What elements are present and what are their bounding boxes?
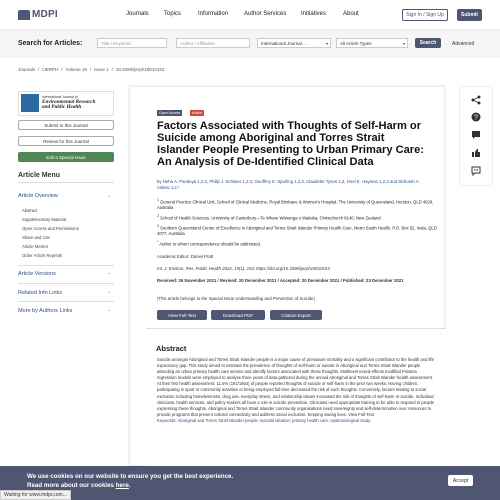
chevron-down-icon: ▾	[402, 40, 405, 46]
affiliation-3: $^3$ Southern Queensland Centre of Excellence in Aboriginal and Torres Strait Islander Primary Health Care, Metro South Health, P.O. Box 52, Inala, QLD 4077, Australia	[157, 224, 437, 237]
article-type-badge: Article	[192, 111, 202, 115]
view-full-text-button[interactable]: View Full-Text	[157, 310, 207, 320]
top-navbar	[0, 0, 500, 30]
share-icon[interactable]	[470, 94, 482, 106]
breadcrumb-issue[interactable]: Issue 1	[94, 67, 109, 72]
search-label: Search for Articles:	[18, 40, 83, 47]
citation-export-button[interactable]: Citation Export	[270, 310, 322, 320]
chevron-down-icon: ▾	[325, 40, 328, 46]
breadcrumb-separator: /	[38, 67, 40, 72]
nav-about[interactable]: About	[343, 11, 359, 17]
breadcrumb-separator: /	[111, 67, 113, 72]
author-affiliation-input[interactable]: Author / Affiliation	[176, 38, 250, 48]
signin-button[interactable]: Sign In / Sign Up	[402, 9, 448, 21]
article-menu-heading: Article Menu	[18, 172, 61, 179]
nav-initiatives[interactable]: Initiatives	[301, 11, 327, 17]
thumbs-up-icon[interactable]	[470, 147, 482, 159]
article-versions-toggle[interactable]: Article Versions	[18, 271, 56, 277]
affiliation-2: $^2$ School of Health Sciences, University of Canterbury—Te Whare Wānanga o Waitaha, Christchurch 8140, New Zealand	[157, 214, 381, 221]
chevron-down-icon[interactable]: ⌄	[107, 270, 112, 276]
open-access-badge: Open Access	[159, 111, 181, 115]
nav-topics[interactable]: Topics	[164, 11, 182, 17]
breadcrumb-journals[interactable]: Journals	[18, 67, 36, 72]
divider	[18, 283, 114, 284]
submit-button[interactable]: Submit	[457, 9, 482, 21]
publication-dates: Received: 26 November 2021 / Revised: 20 December 2021 / Accepted: 20 December 2021 / Published: 23 December 2021	[157, 278, 404, 283]
keywords: Keywords: Aboriginal and Torres Strait Islander people; suicidal ideation; primary health care; epidemiological study	[157, 417, 371, 423]
breadcrumb-separator: /	[89, 67, 92, 72]
nav-information[interactable]: Information	[198, 11, 229, 17]
mdpi-logo-icon	[18, 10, 30, 20]
help-icon[interactable]	[470, 111, 482, 123]
chevron-down-icon[interactable]: ⌄	[107, 289, 112, 295]
menu-item-share-cite[interactable]: Share and Cite	[22, 235, 50, 240]
menu-item-supplementary[interactable]: Supplementary Material	[22, 217, 67, 222]
advanced-search-link[interactable]: Advanced	[452, 41, 475, 47]
breadcrumb-ijerph[interactable]: IJERPH	[42, 67, 59, 72]
special-issue-note[interactable]: (This article belongs to the Special Issue Understanding and Prevention of Suicide)	[157, 296, 315, 301]
breadcrumb-doi: 10.3390/ijerph19010153	[115, 67, 165, 72]
edit-special-issue-button[interactable]: Edit a Special Issue	[18, 152, 114, 162]
mdpi-logo[interactable]: MDPI	[18, 9, 58, 20]
article-overview-toggle[interactable]: Article Overview	[18, 193, 58, 199]
comment-icon[interactable]	[470, 129, 482, 141]
chevron-down-icon[interactable]: ⌄	[107, 193, 112, 199]
svg-text:?: ?	[474, 114, 478, 122]
divider	[18, 301, 114, 302]
nav-journals[interactable]: Journals	[126, 11, 149, 17]
chevron-down-icon[interactable]: ⌄	[107, 307, 112, 313]
divider	[18, 182, 114, 183]
divider	[18, 265, 114, 266]
abstract-heading: Abstract	[156, 344, 187, 353]
cookie-read-more: Read more about our cookies here.	[27, 482, 131, 489]
browser-status-bar: Waiting for www.mdpi.com...	[0, 490, 71, 500]
menu-item-reprints[interactable]: Order Article Reprints	[22, 253, 63, 258]
chat-icon[interactable]	[470, 165, 482, 177]
cookie-here-link[interactable]: here	[115, 482, 129, 489]
journal-logo-icon	[21, 94, 39, 112]
title-keyword-input[interactable]: Title / Keyword	[97, 38, 167, 48]
article-title: Factors Associated with Thoughts of Self-Harm or Suicide among Aboriginal and Torres Strait Islander People Presenting to Urban Primary Care: An Analysis of De-Identified Clinical Data	[157, 120, 424, 168]
cookie-message: We use cookies on our website to ensure you get the best experience.	[27, 473, 234, 480]
related-info-toggle[interactable]: Related Info Links	[18, 290, 63, 296]
journal-name-line1: International Journal of	[42, 95, 78, 99]
author-list[interactable]: by Neha A. Pandeya 1,2,3, Philip J. Schluter 1,2,3, Geoffrey K. Spurling 1,2,3, Claudette Tyson 1,3, Noel E. Hayman 1,2,3 and Deborah A. Askew 1,2,*	[157, 179, 420, 190]
breadcrumb	[18, 67, 164, 72]
download-pdf-button[interactable]: Download PDF	[211, 310, 265, 320]
journal-name: Environmental Research and Public Health	[42, 99, 96, 110]
accept-cookies-button[interactable]: Accept	[448, 475, 473, 486]
menu-item-metrics[interactable]: Article Metrics	[22, 244, 49, 249]
more-by-authors-toggle[interactable]: More by Authors Links	[18, 308, 73, 314]
abstract-text: Suicide amongst Aboriginal and Torres Strait Islander people is a major cause of premature mortality and a significant contributor to the health and life expectancy gap. This study aimed to estimate the prevalence of thoughts of self-harm or suicide in Aboriginal and Torres Strait Islander people attending an urban primary health care service and identify factors associated with these thoughts. Multilevel mixed-effects modified Poisson regression models were employed to analyse three years of data gathered during the annual Aboriginal and Torres Strait Islander health assessment. At their first health assessment, 11.5% (191/1664) of people reported thoughts of suicide or self-harm in the prior two weeks. Having children, participating in sport or community activities or being employed full-time decreased the risk of such thoughts. Conversely, factors relating to social exclusion including homelessness, drug use, everyday stress, and relationship issues increased the risk of thoughts of self-harm or suicide. Individual clinicians, health services, and policy-makers all have a role in suicide prevention. Clinicians need appropriate training to be able to respond to people expressing these thoughts. Aboriginal and Torres Strait Islander community organisations need sovereignty and self-determination over resources to provide programs that prevent cultural connectivity and address social exclusion. Keeping saving lives. View Full-Text Keywords: Aboriginal and Torres Strait Islander people; suicidal ideation; primary health care; epidemiological study	[157, 357, 435, 423]
citation-line[interactable]: Int. J. Environ. Res. Public Health 2022, 19(1), 153; https://doi.org/10.3390/ijerph19010153	[157, 266, 330, 271]
breadcrumb-separator: /	[61, 67, 63, 72]
nav-author-services[interactable]: Author Services	[244, 11, 287, 17]
menu-item-open-access[interactable]: Open Access and Permissions	[22, 226, 79, 231]
academic-editor: Academic Editor: Daniel Pratt	[157, 254, 214, 259]
affiliation-1: $^1$ General Practice Clinical Unit, School of Clinical Medicine, Royal Brisbane & Women's Hospital, The University of Queensland, Herston, QLD 4029, Australia	[157, 198, 434, 211]
breadcrumb-volume[interactable]: Volume 19	[65, 67, 87, 72]
search-button[interactable]: Search	[415, 38, 441, 48]
review-for-journal-button[interactable]: Review for this Journal	[18, 136, 114, 146]
journal-banner[interactable]	[18, 91, 114, 116]
submit-to-journal-button[interactable]: Submit to this Journal	[18, 120, 114, 130]
journal-select[interactable]: International Journal ... ▾	[257, 38, 331, 48]
article-type-select[interactable]: All Article Types ▾	[336, 38, 408, 48]
affiliation-corresponding: * Author to whom correspondence should be addressed.	[157, 240, 262, 247]
menu-item-abstract[interactable]: Abstract	[22, 208, 38, 213]
